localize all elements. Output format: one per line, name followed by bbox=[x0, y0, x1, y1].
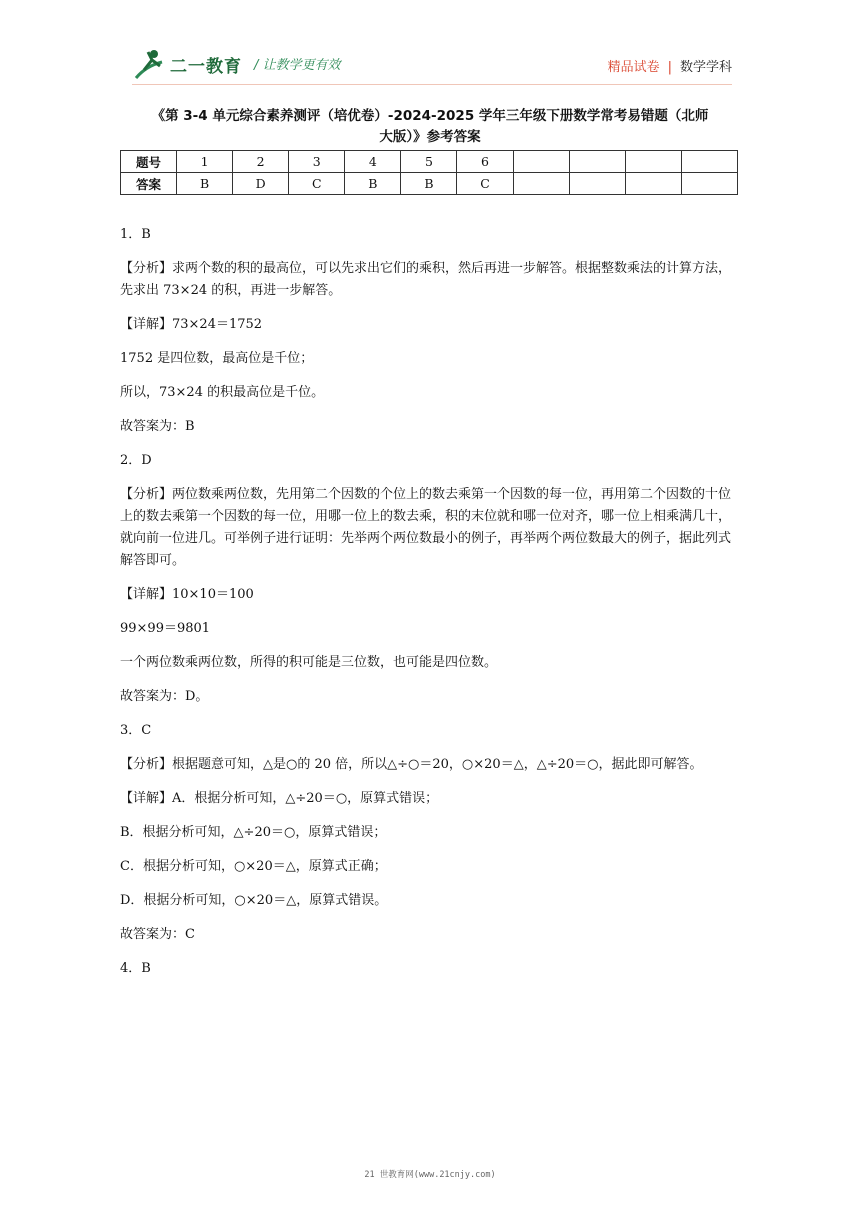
q3-detail: D．根据分析可知，○×20＝△，原算式错误。 bbox=[120, 893, 388, 908]
q3-detail: B．根据分析可知，△÷20＝○，原算式错误； bbox=[120, 825, 387, 840]
q3-answer: 故答案为：C bbox=[120, 927, 195, 942]
table-row-answers bbox=[121, 173, 738, 195]
table-cell bbox=[513, 151, 569, 173]
title-line-2: 大版）》参考答案 bbox=[379, 129, 481, 145]
tag-separator: | bbox=[667, 60, 672, 75]
slogan: / 让教学更有效 bbox=[254, 58, 341, 73]
table-row-question-numbers bbox=[121, 151, 738, 173]
page-title bbox=[120, 106, 740, 148]
q1-answer: 故答案为：B bbox=[120, 419, 195, 434]
page-footer: 21 世教育网(www.21cnjy.com) bbox=[364, 1170, 496, 1180]
header-divider bbox=[132, 84, 732, 85]
tag-subject: 数学学科 bbox=[679, 60, 732, 75]
header-tags bbox=[608, 56, 732, 75]
q1-analysis: 【分析】求两个数的积的最高位，可以先求出它们的乘积，然后再进一步解答。根据整数乘法的计算方法，先求出 73×24 的积，再进一步解答。 bbox=[120, 261, 732, 298]
q1-detail: 所以，73×24 的积最高位是千位。 bbox=[120, 385, 325, 400]
table-cell: 1 bbox=[177, 151, 233, 173]
q2-heading: 2．D bbox=[120, 453, 152, 468]
table-cell bbox=[625, 173, 681, 195]
table-cell: 6 bbox=[457, 151, 513, 173]
table-cell: 题号 bbox=[121, 151, 177, 173]
q2-detail: 99×99＝9801 bbox=[120, 621, 211, 636]
table-cell: C bbox=[289, 173, 345, 195]
table-cell: D bbox=[233, 173, 289, 195]
q2-analysis: 【分析】两位数乘两位数，先用第二个因数的个位上的数去乘第一个因数的每一位，再用第二个因数的十位上的数去乘第一个因数的每一位，用哪一位上的数去乘，积的末位就和哪一位对齐，哪一位上相乘满几十，就向前一位进几。可举例子进行证明：先举两个两位数最小的例子，再举两个两位数最大的例子，据此列式解答即可。 bbox=[120, 487, 732, 568]
answer-explanations bbox=[120, 224, 740, 992]
q3-analysis: 【分析】根据题意可知，△是○的 20 倍，所以△÷○＝20，○×20＝△，△÷20＝○，据此即可解答。 bbox=[120, 757, 703, 772]
table-cell: B bbox=[177, 173, 233, 195]
table-cell bbox=[681, 173, 737, 195]
table-cell bbox=[513, 173, 569, 195]
table-cell bbox=[625, 151, 681, 173]
table-cell: 5 bbox=[401, 151, 457, 173]
table-cell: C bbox=[457, 173, 513, 195]
q1-heading: 1．B bbox=[120, 227, 151, 242]
q2-detail: 一个两位数乘两位数，所得的积可能是三位数，也可能是四位数。 bbox=[120, 655, 498, 670]
q2-answer: 故答案为：D。 bbox=[120, 689, 209, 704]
q3-detail: C．根据分析可知，○×20＝△，原算式正确； bbox=[120, 859, 387, 874]
q3-detail: 【详解】A．根据分析可知，△÷20＝○，原算式错误； bbox=[120, 791, 439, 806]
table-cell: 3 bbox=[289, 151, 345, 173]
q2-detail: 【详解】10×10＝100 bbox=[120, 587, 254, 602]
title-line-1: 《第 3-4 单元综合素养测评（培优卷）-2024-2025 学年三年级下册数学常考易错题（北师 bbox=[151, 108, 709, 124]
table-cell: B bbox=[345, 173, 401, 195]
q1-detail: 【详解】73×24＝1752 bbox=[120, 317, 263, 332]
q1-detail: 1752 是四位数，最高位是千位； bbox=[120, 351, 314, 366]
logo-text: 二一教育 bbox=[170, 57, 242, 77]
q3-heading: 3．C bbox=[120, 723, 152, 738]
table-cell bbox=[681, 151, 737, 173]
table-cell: 答案 bbox=[121, 173, 177, 195]
table-cell: B bbox=[401, 173, 457, 195]
page-header bbox=[132, 44, 732, 84]
table-cell: 4 bbox=[345, 151, 401, 173]
tag-premium: 精品试卷 bbox=[607, 60, 660, 75]
q4-heading: 4．B bbox=[120, 961, 151, 976]
answer-table bbox=[120, 150, 738, 195]
table-cell bbox=[569, 173, 625, 195]
table-cell: 2 bbox=[233, 151, 289, 173]
table-cell bbox=[569, 151, 625, 173]
